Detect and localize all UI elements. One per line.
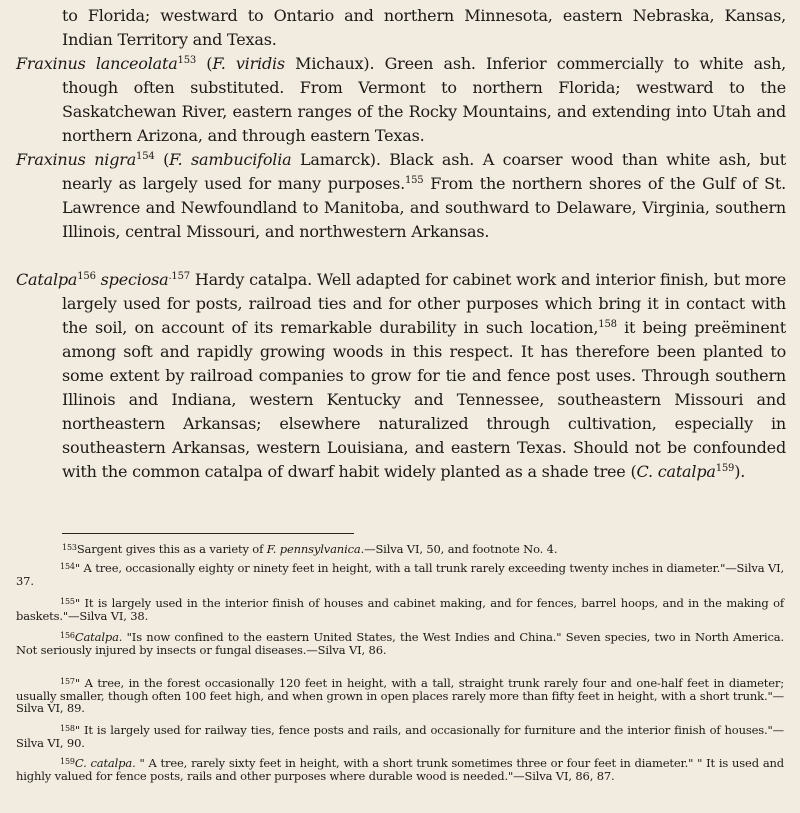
footnote-number: 159 xyxy=(60,757,75,766)
footnote-text: "Is now confined to the eastern United States, the West Indies and China." Seven species, two in North America. Not seriously injured by insects or fungal diseases.—Silva VI, 86. xyxy=(16,630,784,657)
footnote-156 xyxy=(16,631,784,656)
footnote-text: " A tree, occasionally eighty or ninety feet in height, with a tall trunk rarely exceeding twenty inches in diameter."—Silva VI, 37. xyxy=(16,561,784,588)
footnote-species: Catalpa. xyxy=(74,630,123,644)
punct: ). xyxy=(734,462,746,481)
synonym-author: Lamarck). xyxy=(291,150,381,169)
footnote-153 xyxy=(16,543,784,556)
synonym-name: F. viridis xyxy=(212,54,285,73)
footnote-159 xyxy=(16,757,784,782)
species-name: Fraxinus lanceolata xyxy=(16,54,178,73)
footnote-text: Sargent gives this as a variety of xyxy=(76,542,267,556)
footnote-number: 154 xyxy=(60,562,75,571)
footnote-species: C. catalpa. xyxy=(74,756,136,770)
footnote-ref: .157 xyxy=(168,271,190,282)
punct: ( xyxy=(196,54,213,73)
footnote-ref: 156 xyxy=(77,271,96,282)
species-name: C. catalpa xyxy=(636,462,716,481)
footnote-157 xyxy=(16,677,784,715)
footnote-number: 153 xyxy=(62,543,77,552)
footnote-number: 155 xyxy=(60,597,75,606)
entry-text: From the northern shores of the Gulf of St. Lawrence and Newfoundland to Manitoba, and southward to Delaware, Virginia, southern Illinois, central Missouri, and northwestern Arkansas. xyxy=(62,174,786,241)
footnote-ref: 159 xyxy=(715,463,735,474)
entry-fraxinus-nigra xyxy=(16,148,786,244)
species-epithet: speciosa xyxy=(95,270,169,289)
footnote-text: " It is largely used in the interior finish of houses and cabinet making, and for fences, barrel hoops, and in the making of baskets."—Silva VI, 38. xyxy=(16,596,784,623)
species-name: Fraxinus nigra xyxy=(16,150,137,169)
entry-text: Hardy catalpa. Well adapted for cabinet work and interior finish, but more largely used for posts, railroad ties and for other purposes which bring it in contact with the soil, on account of its remarkable durability in such location, xyxy=(62,270,787,337)
entry-catalpa-speciosa xyxy=(16,268,786,484)
entry-continuation xyxy=(16,4,786,52)
footnote-ref: 154 xyxy=(136,151,155,162)
footnote-154 xyxy=(16,562,784,587)
entry-text: Green ash. Inferior commercially to white ash, though often substituted. From Vermont to northern Florida; westward to the Saskatchewan River, eastern ranges of the Rocky Mountains, and extending into Utah and northern Arizona, and through eastern Texas. xyxy=(62,54,786,145)
footnote-number: 156 xyxy=(60,631,75,640)
synonym-name: F. sambucifolia xyxy=(169,150,292,169)
footnote-text: .—Silva VI, 50, and footnote No. 4. xyxy=(360,542,558,556)
footnote-number: 158 xyxy=(60,724,75,733)
footnote-divider xyxy=(62,533,354,534)
entry-text: Black ash. A coarser wood than white ash, but nearly as largely used for many purposes. xyxy=(62,150,786,193)
footnote-text: " It is largely used for railway ties, fence posts and rails, and occasionally for furniture and the interior finish of houses."—Silva VI, 90. xyxy=(16,723,784,750)
footnote-ref: 155 xyxy=(404,175,424,186)
synonym-author: Michaux). xyxy=(284,54,375,73)
footnote-species: F. pennsylvanica xyxy=(266,542,361,556)
footnote-number: 157 xyxy=(60,677,75,686)
footnote-text: " A tree, rarely sixty feet in height, with a short trunk sometimes three or four feet in diameter." " It is used and highly valued for fence posts, rails and other purposes where durable wood is needed."—Silva VI, 86, 87. xyxy=(16,756,784,783)
genus-name: Catalpa xyxy=(16,270,78,289)
footnote-155 xyxy=(16,597,784,622)
entry-fraxinus-lanceolata xyxy=(16,52,786,148)
footnote-text: " A tree, in the forest occasionally 120 feet in height, with a tall, straight trunk rarely four and one-half feet in diameter; usually smaller, though often 100 feet high, and when grown in open places rarely more than fifty feet in height, with a short trunk."—Silva VI, 89. xyxy=(16,676,784,715)
footnote-ref: 158 xyxy=(598,319,617,330)
footnote-ref: 153 xyxy=(177,55,197,66)
punct: ( xyxy=(154,150,170,169)
entry-text: to Florida; westward to Ontario and northern Minnesota, eastern Nebraska, Kansas, Indian Territory and Texas. xyxy=(62,6,786,49)
footnote-158 xyxy=(16,724,784,749)
entry-text: it being preëminent among soft and rapidly growing woods in this respect. It has therefore been planted to some extent by railroad companies to grow for tie and fence post uses. Through southern Illinois and Indiana, western Kentucky and Tennessee, southeastern Missouri and northeastern Arkansas; elsewhere naturalized through cultivation, especially in southeastern Arkansas, western Louisiana, and eastern Texas. Should not be confounded with the common catalpa of dwarf habit widely planted as a shade tree ( xyxy=(62,318,786,481)
